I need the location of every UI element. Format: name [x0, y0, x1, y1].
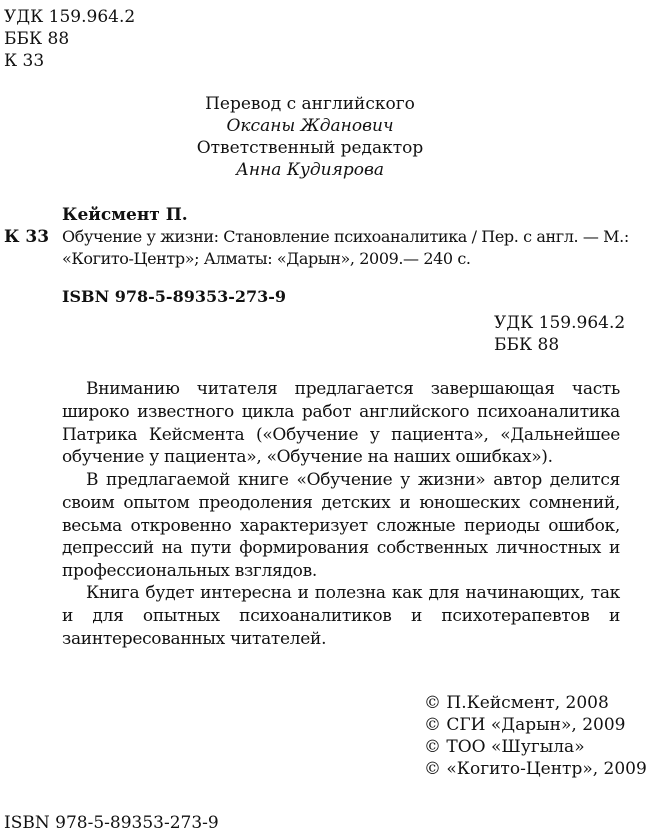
footer-isbn: ISBN 978-5-89353-273-9	[4, 813, 219, 833]
annotation-paragraph-2	[62, 469, 620, 583]
catalog-description-line2: «Когито-Центр»; Алматы: «Дарын», 2009.— 240 с.	[62, 249, 471, 268]
catalog-description-line1: Обучение у жизни: Становление психоаналитика / Пер. с англ. — М.:	[62, 227, 629, 246]
catalog-bbk: ББК 88	[494, 335, 560, 355]
annotation-text-3: Книга будет интересна и полезна как для начинающих, так и для опытных психоаналитиков и психотерапевтов и заинтересованных читателей.	[62, 583, 620, 649]
catalog-udk: УДК 159.964.2	[494, 313, 626, 333]
udk-code: УДК 159.964.2	[4, 7, 136, 27]
catalog-isbn: ISBN 978-5-89353-273-9	[62, 287, 287, 306]
annotation-paragraph-1	[62, 378, 620, 469]
annotation-text-2: В предлагаемой книге «Обучение у жизни» автор делится своим опытом преодоления детских и юношеских сомнений, весьма откровенно характеризует сложные периоды ошибок, депрессий на пути формирования собственных личностных и профессиональных взглядов.	[62, 470, 620, 582]
author-mark: К 33	[4, 51, 45, 71]
copyright-line: © П.Кейсмент, 2008	[424, 693, 609, 713]
catalog-author: Кейсмент П.	[62, 205, 188, 225]
editor-name: Анна Кудиярова	[236, 160, 384, 180]
annotation-paragraph-3	[62, 582, 620, 650]
copyright-line: © «Когито-Центр», 2009	[424, 759, 647, 779]
annotation-text-1: Вниманию читателя предлагается завершающая часть широко известного цикла работ английского психоаналитика Патрика Кейсмента («Обучение у пациента», «Дальнейшее обучение у пациента», «Обучение на наших ошибках»).	[62, 379, 620, 468]
bbk-code: ББК 88	[4, 29, 70, 49]
translation-label: Перевод с английского	[205, 94, 415, 114]
copyright-line: © СГИ «Дарын», 2009	[424, 715, 626, 735]
copyright-line: © ТОО «Шугыла»	[424, 737, 585, 757]
catalog-author-mark: К 33	[4, 227, 50, 247]
editor-label: Ответственный редактор	[196, 138, 424, 158]
translator-name: Оксаны Жданович	[226, 116, 394, 136]
